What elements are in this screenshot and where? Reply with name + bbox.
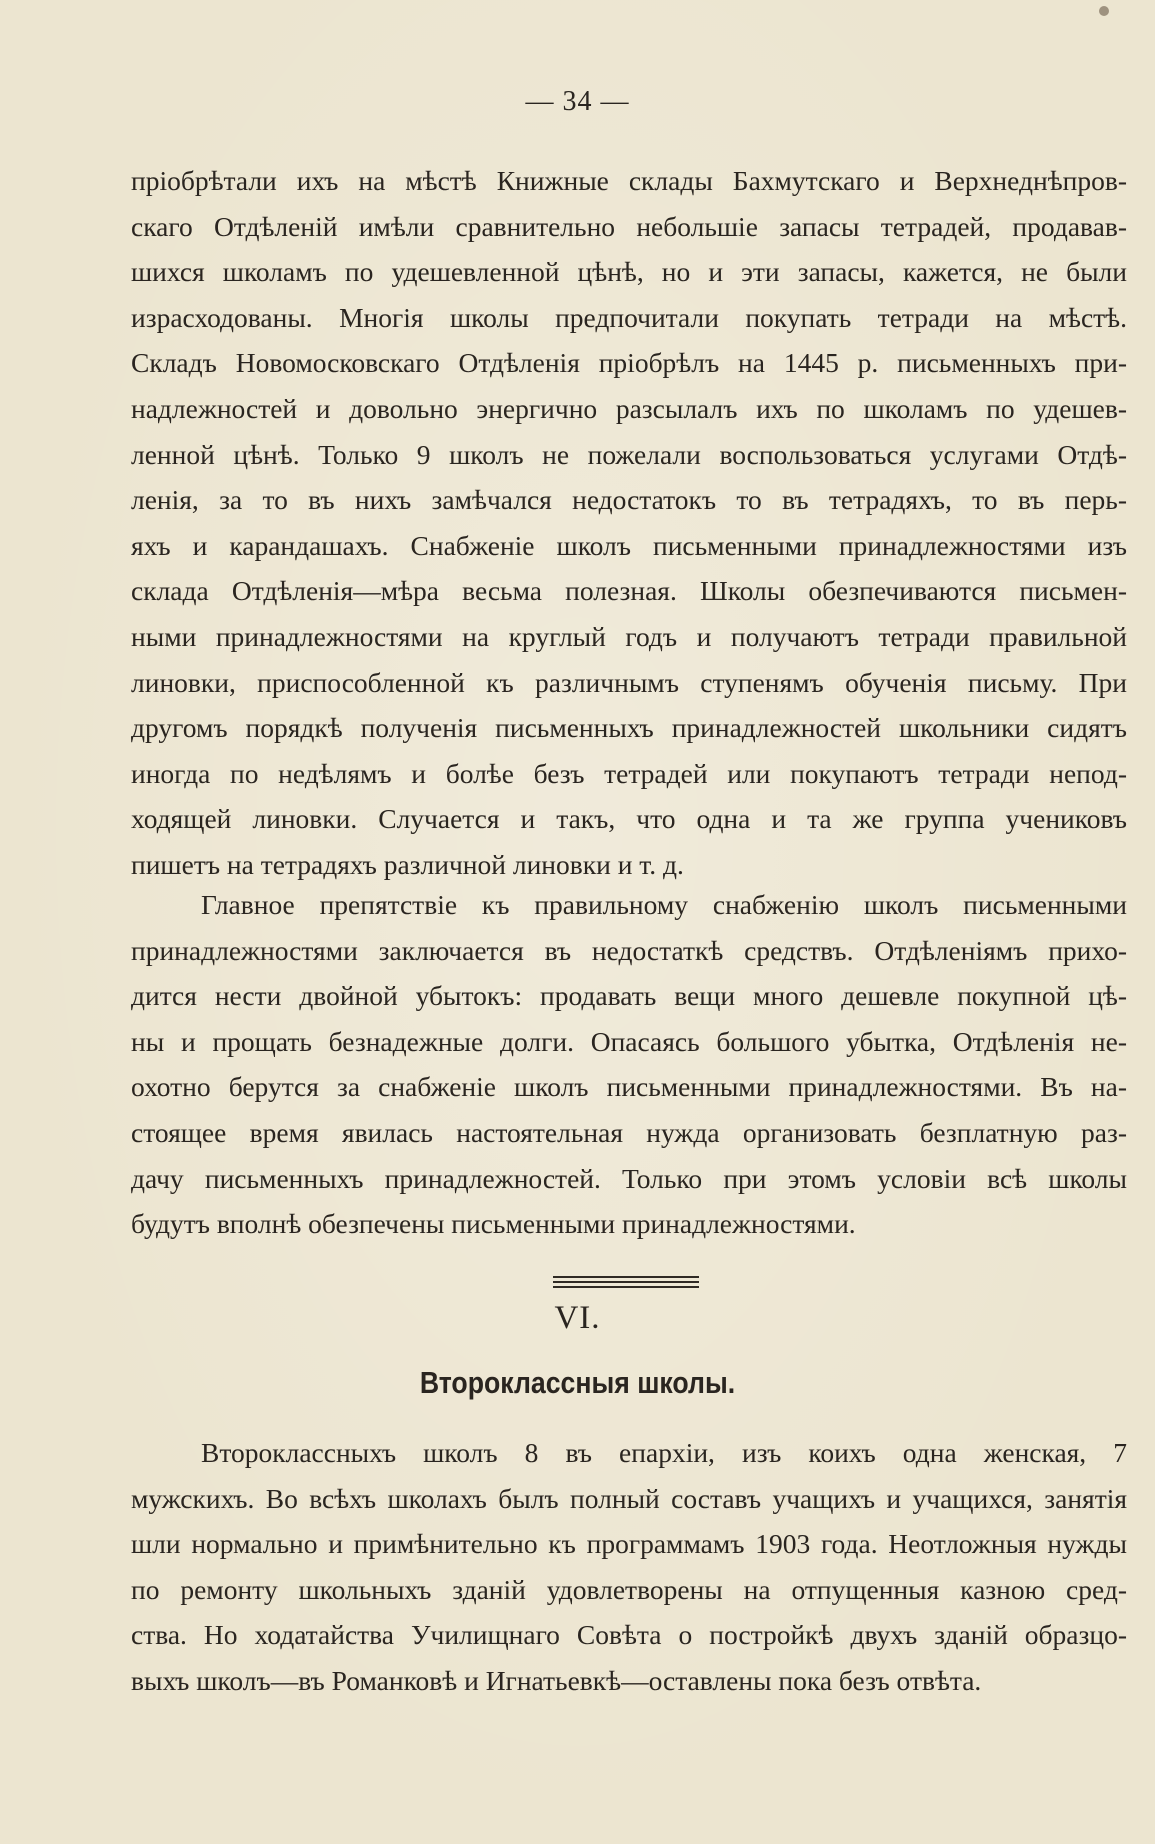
text-line: пишетъ на тетрадяхъ различной линовки и т. д. <box>131 848 684 880</box>
text-line: израсходованы. Многія школы предпочитали покупать тетради на мѣстѣ. <box>131 301 1127 333</box>
text-line: ными принадлежностями на круглый годъ и получаютъ тетради правильной <box>131 620 1127 652</box>
text-line: шли нормально и примѣнительно къ программамъ 1903 года. Неотложныя нужды <box>131 1528 1127 1560</box>
text-line: ходящей линовки. Случается и такъ, что одна и та же группа учениковъ <box>131 803 1127 835</box>
text-line: ленной цѣнѣ. Только 9 школъ не пожелали воспользоваться услугами Отдѣ- <box>131 438 1127 470</box>
text-line: ства. Но ходатайства Училищнаго Совѣта о постройкѣ двухъ зданій образцо- <box>131 1619 1127 1651</box>
text-line: Второклассныхъ школъ 8 въ епархіи, изъ коихъ одна женская, 7 <box>201 1437 1127 1468</box>
text-line: линовки, приспособленной къ различнымъ ступенямъ обученія письму. При <box>131 666 1127 698</box>
text-line: мужскихъ. Во всѣхъ школахъ былъ полный составъ учащихъ и учащихся, занятія <box>131 1482 1127 1514</box>
text-line: склада Отдѣленія—мѣра весьма полезная. Школы обезпечиваются письмен- <box>131 575 1127 607</box>
text-line: охотно берутся за снабженіе школъ письменными принадлежностями. Въ на- <box>131 1071 1127 1103</box>
text-line: шихся школамъ по удешевленной цѣнѣ, но и эти запасы, кажется, не были <box>131 256 1127 288</box>
library-stamp-mark <box>1099 6 1109 16</box>
paragraph-1 <box>131 158 1127 888</box>
text-line: яхъ и карандашахъ. Снабженіе школъ письменными принадлежностями изъ <box>131 529 1127 561</box>
paragraph-3 <box>131 1430 1127 1704</box>
page-number: — 34 — <box>525 86 630 117</box>
text-line: дачу письменныхъ принадлежностей. Только при этомъ условіи всѣ школы <box>131 1162 1127 1194</box>
text-line: другомъ порядкѣ полученія письменныхъ принадлежностей школьники сидятъ <box>131 712 1127 744</box>
text-line: Главное препятствіе къ правильному снабженію школъ письменными <box>201 889 1127 920</box>
text-line: иногда по недѣлямъ и болѣе безъ тетрадей или покупаютъ тетради непод- <box>131 757 1127 789</box>
text-line: стоящее время явилась настоятельная нужда организовать безплатную раз- <box>131 1116 1127 1148</box>
text-line: Складъ Новомосковскаго Отдѣленія пріобрѣлъ на 1445 р. письменныхъ при- <box>131 347 1127 379</box>
paragraph-2 <box>131 882 1127 1247</box>
text-line: будутъ вполнѣ обезпечены письменными принадлежностями. <box>131 1208 856 1240</box>
section-number: VI. <box>554 1300 601 1336</box>
text-line: пріобрѣтали ихъ на мѣстѣ Книжные склады Бахмутскаго и Верхнеднѣпров- <box>131 165 1127 196</box>
text-line: ленія, за то въ нихъ замѣчался недостатокъ то въ тетрадяхъ, то въ перь- <box>131 484 1127 516</box>
section-divider <box>553 1276 699 1291</box>
text-line: по ремонту школьныхъ зданій удовлетворены на отпущенныя казною сред- <box>131 1573 1127 1605</box>
text-line: принадлежностями заключается въ недостаткѣ средствъ. Отдѣленіямъ прихо- <box>131 934 1127 966</box>
text-line: скаго Отдѣленій имѣли сравнительно небольшіе запасы тетрадей, продавав- <box>131 210 1127 242</box>
text-line: выхъ школъ—въ Романковѣ и Игнатьевкѣ—оставлены пока безъ отвѣта. <box>131 1664 982 1696</box>
text-line: надлежностей и довольно энергично разсылалъ ихъ по школамъ по удешев- <box>131 392 1127 424</box>
text-line: ны и прощать безнадежные долги. Опасаясь большого убытка, Отдѣленія не- <box>131 1025 1127 1057</box>
text-line: дится нести двойной убытокъ: продавать вещи много дешевле покупной цѣ- <box>131 980 1127 1012</box>
section-title: Второклассныя школы. <box>419 1365 736 1400</box>
